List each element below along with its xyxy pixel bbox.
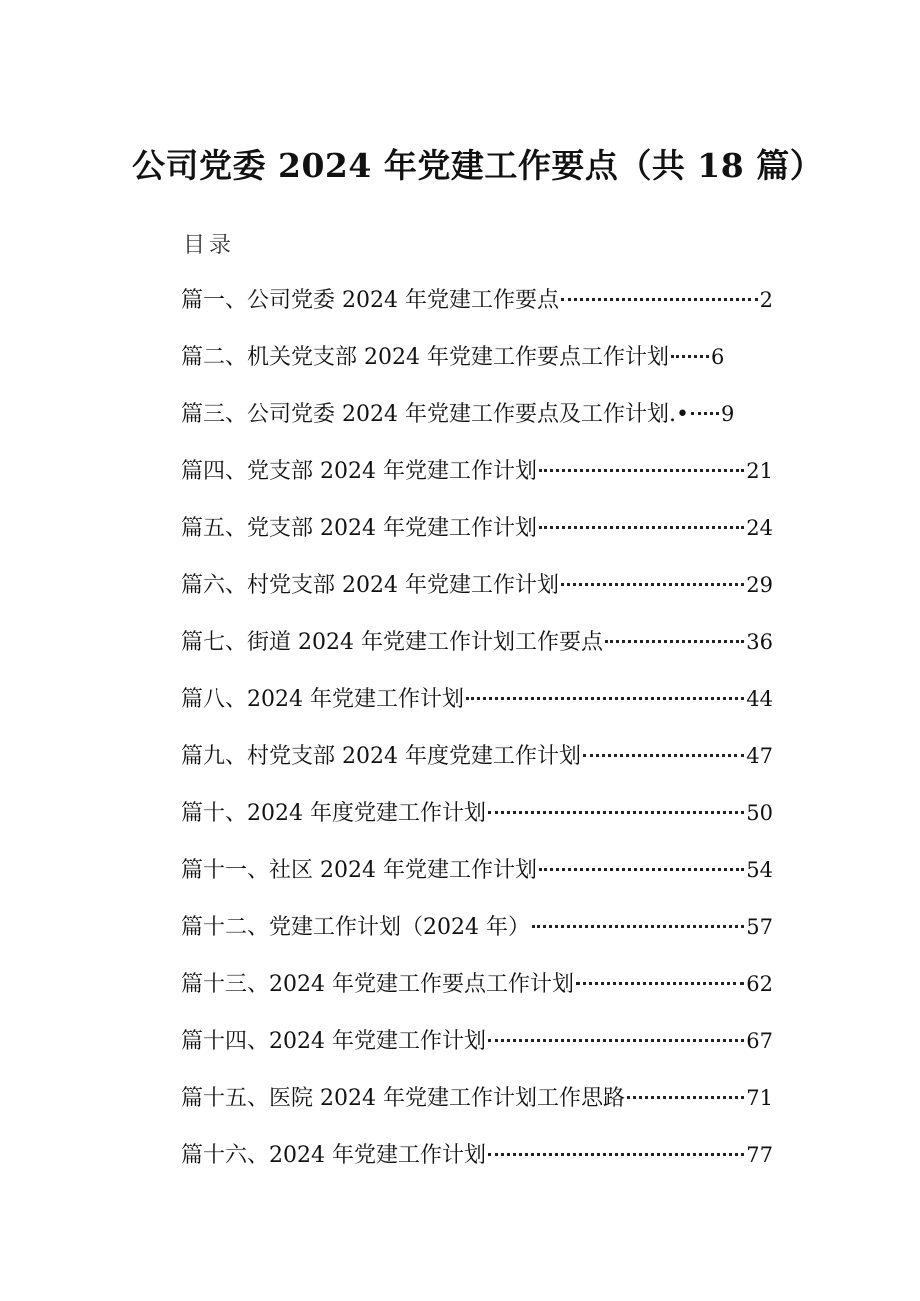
toc-page-number: 36 [746,630,773,654]
toc-leader-dots [539,848,744,871]
toc-entry[interactable] [181,854,773,911]
toc-leader-dots [576,962,744,985]
toc-page-number: 9 [720,402,735,426]
toc-entry[interactable] [181,740,773,797]
toc-leader-dots [488,1133,744,1156]
toc-entry-title: 篇五、党支部 2024 年党建工作计划 [181,516,537,541]
toc-page-number: 21 [746,459,773,483]
toc-entry[interactable] [181,455,773,512]
toc-page-number: 67 [746,1029,773,1053]
toc-page-number: 77 [746,1143,773,1167]
toc-entry-title: 篇一、公司党委 2024 年党建工作要点 [181,288,559,313]
toc-page-number: 24 [746,516,773,540]
toc-entry-title: 篇十、2024 年度党建工作计划 [181,801,486,826]
toc-entry-title: 篇十三、2024 年党建工作要点工作计划 [181,972,574,997]
toc-entry-title: 篇七、街道 2024 年党建工作计划工作要点 [181,630,603,655]
toc-entry-title: 篇三、公司党委 2024 年党建工作要点及工作计划.• [181,402,689,427]
toc-entry-title: 篇十一、社区 2024 年党建工作计划 [181,858,537,883]
toc-leader-dots [488,791,744,814]
toc-leader-dots [466,677,744,700]
toc-leader-dots [583,734,744,757]
toc-entry[interactable] [181,968,773,1025]
toc-entry-title: 篇十五、医院 2024 年党建工作计划工作思路 [181,1086,625,1111]
toc-entry-title: 篇六、村党支部 2024 年党建工作计划 [181,573,559,598]
toc-page-number: 44 [746,687,773,711]
toc-entry-title: 篇二、机关党支部 2024 年党建工作要点工作计划 [181,345,669,370]
toc-page-number: 62 [746,972,773,996]
toc-page-number: 57 [746,915,773,939]
toc-entry[interactable] [181,569,773,626]
toc-page-number: 47 [746,744,773,768]
toc-heading: 目录 [183,233,236,258]
toc-leader-dots [691,392,719,415]
toc-entry[interactable] [181,1025,773,1082]
toc-page-number: 71 [746,1086,773,1110]
toc-entry[interactable] [181,1082,773,1139]
toc-entry-title: 篇九、村党支部 2024 年度党建工作计划 [181,744,581,769]
document-title: 公司党委 2024 年党建工作要点（共 18 篇） [132,146,824,185]
toc-leader-dots [539,506,744,529]
toc-entry[interactable] [181,911,773,968]
toc-entry-title: 篇八、2024 年党建工作计划 [181,687,464,712]
toc-entry[interactable] [181,797,773,854]
toc-entry[interactable] [181,1139,773,1196]
toc-leader-dots [561,278,758,301]
toc-page-number: 2 [759,288,773,312]
toc-page-number: 29 [746,573,773,597]
toc-entry[interactable] [181,626,773,683]
toc-entry-title: 篇十六、2024 年党建工作计划 [181,1143,486,1168]
toc-leader-dots [532,905,744,928]
table-of-contents [181,284,773,1196]
toc-page-number: 54 [746,858,773,882]
toc-entry-title: 篇十四、2024 年党建工作计划 [181,1029,486,1054]
toc-leader-dots [561,563,744,586]
toc-entry-title: 篇十二、党建工作计划（2024 年） [181,915,530,940]
toc-leader-dots [605,620,744,643]
toc-leader-dots [627,1076,744,1099]
toc-entry[interactable] [181,683,773,740]
toc-entry[interactable] [181,284,773,341]
toc-page-number: 6 [710,345,725,369]
toc-leader-dots [671,335,709,358]
toc-entry[interactable] [181,341,773,398]
toc-leader-dots [539,449,744,472]
toc-entry-title: 篇四、党支部 2024 年党建工作计划 [181,459,537,484]
toc-entry[interactable] [181,398,773,455]
toc-leader-dots [488,1019,744,1042]
toc-page-number: 50 [746,801,773,825]
toc-entry[interactable] [181,512,773,569]
